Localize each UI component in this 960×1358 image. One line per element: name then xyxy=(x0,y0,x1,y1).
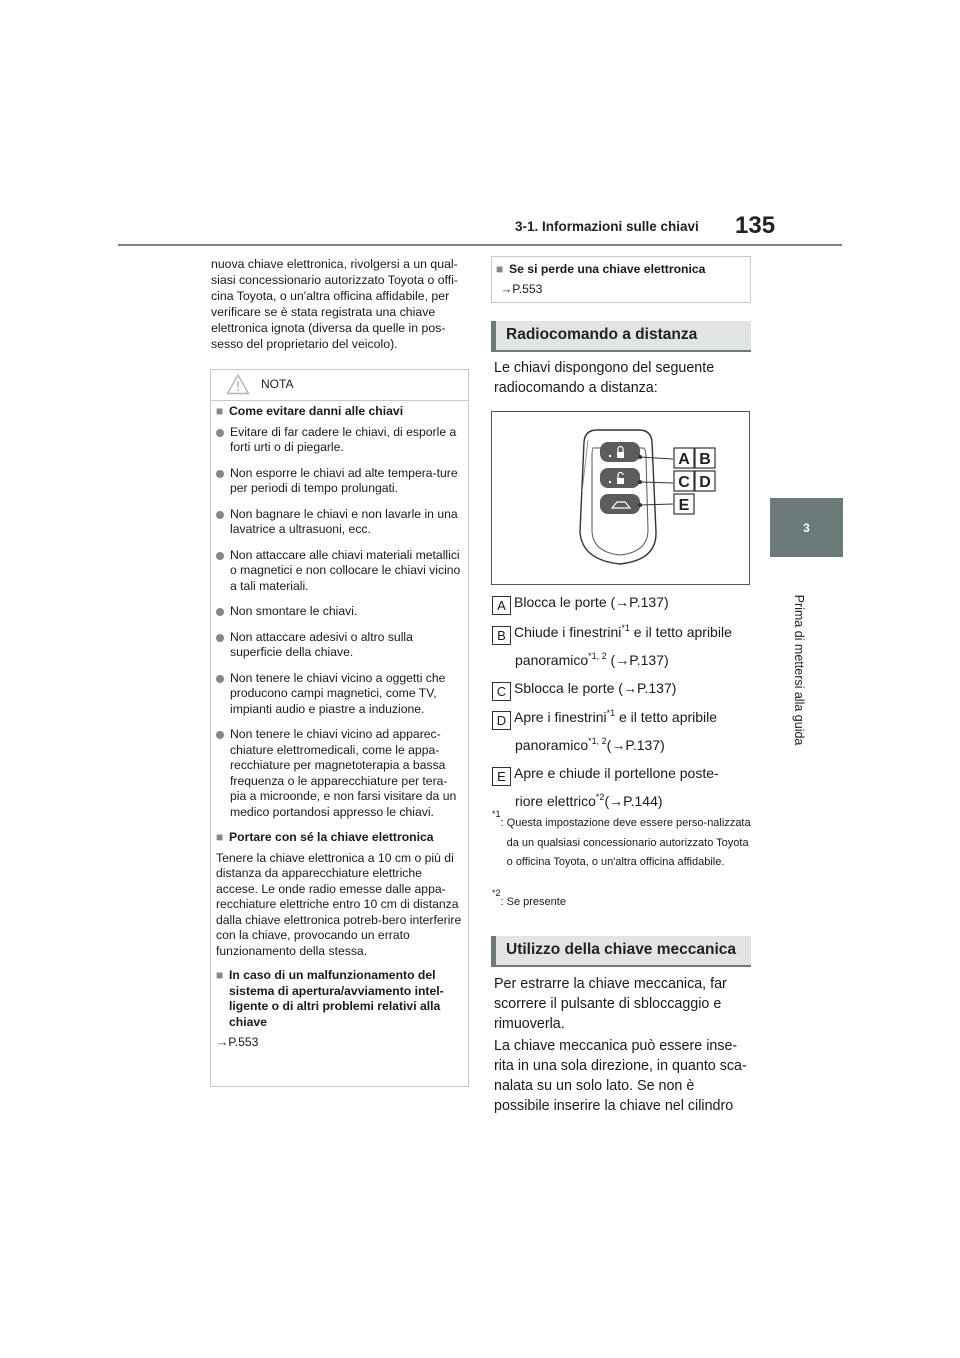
fig-label-e: E xyxy=(678,497,690,514)
nota-section-heading: ■ In caso di un malfunzionamento del sistema di apertura/avviamento intel-ligente o di altri problemi relativi alla chiave xyxy=(216,968,444,1029)
bullet-item: Evitare di far cadere le chiavi, di esporle a forti urti o di piegarle. xyxy=(216,425,462,456)
square-icon: ■ xyxy=(496,262,504,276)
mechanical-paragraph: La chiave meccanica può essere inse-rita in una sola direzione, in quanto sca-nalata su un solo lato. Se non è possibile inserire la chiave nel cilindro xyxy=(494,1038,747,1114)
lost-key-title: ■ Se si perde una chiave elettronica xyxy=(496,262,706,276)
bullet-icon xyxy=(216,634,224,642)
chapter-title: Prima di mettersi alla guida xyxy=(792,594,806,746)
mechanical-paragraph: Per estrarre la chiave meccanica, far scorrere il pulsante di sbloccaggio e rimuoverla. xyxy=(494,976,727,1032)
footnote: *1 : Questa impostazione deve essere perso-nalizzata da un qualsiasi concessionario autorizzato Toyota o officina Toyota, o un'altra officina affidabile. xyxy=(492,809,751,868)
fig-label-d: D xyxy=(699,474,711,491)
section-header: 3-1. Informazioni sulle chiavi xyxy=(515,219,699,234)
fig-label-b: B xyxy=(699,451,711,468)
header-rule xyxy=(118,244,842,246)
page-reference-link[interactable]: →P.553 xyxy=(216,1035,259,1049)
key-fob-illustration xyxy=(492,412,749,584)
key-fob-figure xyxy=(491,411,750,585)
bullet-icon xyxy=(216,675,224,683)
legend-label: A xyxy=(492,596,511,615)
chapter-title-vertical xyxy=(754,595,844,745)
legend-item-a: A Blocca le porte (→P.137) xyxy=(492,591,752,615)
nota-section-heading: ■ Portare con sé la chiave elettronica xyxy=(216,830,434,844)
bullet-icon xyxy=(216,552,224,560)
bullet-item: Non attaccare alle chiavi materiali metallici o magnetici e non collocare le chiavi vicino a tali materiali. xyxy=(216,548,462,595)
legend-item-e: E Apre e chiude il portellone poste- riore elettrico$^{*2}$(→P.144) xyxy=(492,762,752,812)
legend-item-b: B Chiude i finestrini$^{*1}$ e il tetto apribile panoramico$^{*1, 2}$ (→P.137) xyxy=(492,621,752,671)
radio-intro: Le chiavi dispongono del seguente radiocomando a distanza: xyxy=(494,360,715,396)
page-number: 135 xyxy=(735,212,776,239)
nota-content xyxy=(216,404,462,1051)
bullet-icon xyxy=(216,429,224,437)
legend-label: E xyxy=(492,767,511,786)
legend-item-c: C Sblocca le porte (→P.137) xyxy=(492,677,752,701)
legend-label: C xyxy=(492,682,511,701)
fig-label-a: A xyxy=(678,451,690,468)
legend-label: D xyxy=(492,711,511,730)
intro-paragraph: nuova chiave elettronica, rivolgersi a un qual-siasi concessionario autorizzato Toyota o offi-cina Toyota, o un'altra officina affidabile, per verificare se è stata registrata una chiave elettronica ignota (diversa da quelle in pos-sesso del proprietario del veicolo). xyxy=(211,257,458,351)
fig-label-c: C xyxy=(678,474,690,491)
warning-icon xyxy=(226,373,250,395)
nota-paragraph: Tenere la chiave elettronica a 10 cm o più di distanza da apparecchiature elettriche accese. Le onde radio emesse dalle appa-recchiature elettriche entro 10 cm di distanza dalla chiave elettronica potreb-bero interferire con la chiave, provocando un errato funzionamento della stessa. xyxy=(216,850,462,958)
legend-label: B xyxy=(492,626,511,645)
legend-item-d: D Apre i finestrini$^{*1}$ e il tetto apribile panoramico$^{*1, 2}$(→P.137) xyxy=(492,706,752,756)
bullet-item: Non bagnare le chiavi e non lavarle in una lavatrice a ultrasuoni, ecc. xyxy=(216,507,462,538)
bullet-item: Non tenere le chiavi vicino a oggetti che producono campi magnetici, come TV, impianti audio e piastre a induzione. xyxy=(216,671,462,718)
nota-section-heading: ■ Come evitare danni alle chiavi xyxy=(216,404,404,418)
bullet-icon xyxy=(216,470,224,478)
mechanical-section-heading: Utilizzo della chiave meccanica xyxy=(491,936,751,967)
nota-label: NOTA xyxy=(261,377,294,391)
bullet-icon xyxy=(216,608,224,616)
bullet-icon xyxy=(216,511,224,519)
bullet-icon xyxy=(216,731,224,739)
bullet-item: Non esporre le chiavi ad alte tempera-ture per periodi di tempo prolungati. xyxy=(216,466,462,497)
page-reference-link[interactable]: →P.553 xyxy=(500,282,543,296)
chapter-number: 3 xyxy=(803,520,810,535)
radio-section-heading: Radiocomando a distanza xyxy=(491,321,751,352)
chapter-tab[interactable] xyxy=(770,498,843,557)
footnote: *2 : Se presente xyxy=(492,888,566,908)
bullet-item: Non attaccare adesivi o altro sulla superficie della chiave. xyxy=(216,630,462,661)
bullet-item: Non smontare le chiavi. xyxy=(216,604,462,620)
bullet-item: Non tenere le chiavi vicino ad apparec-chiature elettromedicali, come le appa-recchiature per magnetoterapia a bassa frequenza o le apparecchiature per tera-pia a microonde, e non farsi visitare da un medico portandosi appresso le chiavi. xyxy=(216,727,462,820)
